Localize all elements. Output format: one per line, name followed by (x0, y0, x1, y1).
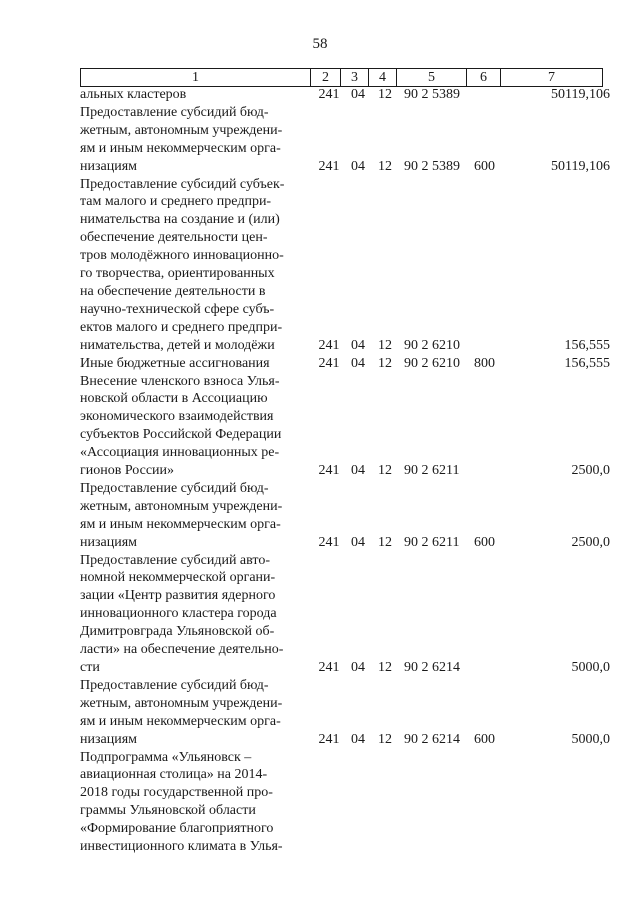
row-code-2: 241 (318, 158, 340, 174)
header-col-7: 7 (501, 69, 603, 87)
header-col-5: 5 (397, 69, 467, 87)
row-code-3: 04 (351, 534, 365, 550)
row-code-2: 241 (318, 534, 340, 550)
row-code-3: 04 (351, 87, 365, 102)
row-code-3: 04 (351, 337, 365, 353)
table-row (80, 480, 610, 552)
row-amount: 2500,0 (571, 463, 610, 479)
row-code-5: 90 2 6211 (404, 463, 460, 479)
header-col-6: 6 (467, 69, 501, 87)
row-name: Предоставление субсидий авто- номной некоммерческой органи- зации «Центр развития ядерного инновационного кластера города Димитровграда Ульяновской об- ласти» на обеспечение деятельно- сти (80, 552, 284, 675)
table-row (80, 355, 610, 373)
row-code-3: 04 (351, 660, 365, 675)
row-code-4: 12 (378, 463, 392, 479)
row-code-6: 600 (474, 731, 495, 747)
row-name: альных кластеров (80, 87, 187, 102)
row-code-5: 90 2 6210 (404, 355, 460, 371)
table-row (80, 677, 610, 749)
row-name: Иные бюджетные ассигнования (80, 355, 270, 371)
row-code-4: 12 (378, 534, 392, 550)
row-code-4: 12 (378, 355, 392, 371)
row-name: Внесение членского взноса Улья- новской области в Ассоциацию экономического взаимодействия субъектов Российской Федерации «Ассоциация инновационных ре- гионов России» (80, 373, 282, 479)
row-code-4: 12 (378, 660, 392, 675)
row-code-5: 90 2 6214 (404, 731, 460, 747)
row-code-4: 12 (378, 337, 392, 353)
row-name: Предоставление субсидий бюд- жетным, автономным учреждени- ям и иным некоммерческим орга- низациям (80, 104, 283, 174)
row-code-5: 90 2 5389 (404, 158, 460, 174)
row-code-2: 241 (318, 660, 340, 675)
row-code-6: 600 (474, 158, 495, 174)
budget-table-body (80, 86, 610, 856)
row-code-6: 800 (474, 355, 495, 371)
row-amount: 156,555 (564, 355, 610, 371)
row-code-4: 12 (378, 87, 392, 102)
row-code-4: 12 (378, 158, 392, 174)
table-row (80, 373, 610, 480)
row-code-2: 241 (318, 87, 340, 102)
row-amount: 156,555 (564, 337, 610, 353)
row-code-5: 90 2 6214 (404, 660, 460, 675)
table-row (80, 86, 610, 104)
row-code-2: 241 (318, 731, 340, 747)
row-code-4: 12 (378, 731, 392, 747)
table-row (80, 104, 610, 176)
row-code-3: 04 (351, 158, 365, 174)
header-col-4: 4 (369, 69, 397, 87)
table-row (80, 749, 610, 856)
row-name: Предоставление субсидий субъек- там малого и среднего предпри- нимательства на создание и (или) обеспечение деятельности цен- тров молодёжного инновационно- го творчества, ориентированных на обеспечение деятельности в научно-технической сфере субъ- ектов малого и среднего предпри- нимательства, детей и молодёжи (80, 176, 285, 353)
row-code-3: 04 (351, 355, 365, 371)
row-code-6: 600 (474, 534, 495, 550)
row-code-3: 04 (351, 463, 365, 479)
row-name: Предоставление субсидий бюд- жетным, автономным учреждени- ям и иным некоммерческим орга- низациям (80, 677, 283, 747)
row-code-3: 04 (351, 731, 365, 747)
row-code-2: 241 (318, 463, 340, 479)
row-code-5: 90 2 5389 (404, 87, 460, 102)
row-code-5: 90 2 6211 (404, 534, 460, 550)
row-amount: 2500,0 (571, 534, 610, 550)
row-name: Предоставление субсидий бюд- жетным, автономным учреждени- ям и иным некоммерческим орга- низациям (80, 480, 283, 550)
row-amount: 5000,0 (571, 660, 610, 675)
row-code-5: 90 2 6210 (404, 337, 460, 353)
header-col-2: 2 (311, 69, 341, 87)
row-amount: 50119,106 (551, 158, 610, 174)
row-amount: 5000,0 (571, 731, 610, 747)
row-name: Подпрограмма «Ульяновск – авиационная столица» на 2014- 2018 годы государственной про- граммы Ульяновской области «Формирование благоприятного инвестиционного климата в Улья- (80, 749, 283, 855)
header-col-3: 3 (341, 69, 369, 87)
table-row (80, 552, 610, 677)
row-amount: 50119,106 (551, 87, 610, 102)
row-code-2: 241 (318, 355, 340, 371)
header-col-1: 1 (81, 69, 311, 87)
page-number: 58 (312, 36, 328, 52)
table-row (80, 176, 610, 355)
column-header-row (80, 68, 603, 87)
row-code-2: 241 (318, 337, 340, 353)
